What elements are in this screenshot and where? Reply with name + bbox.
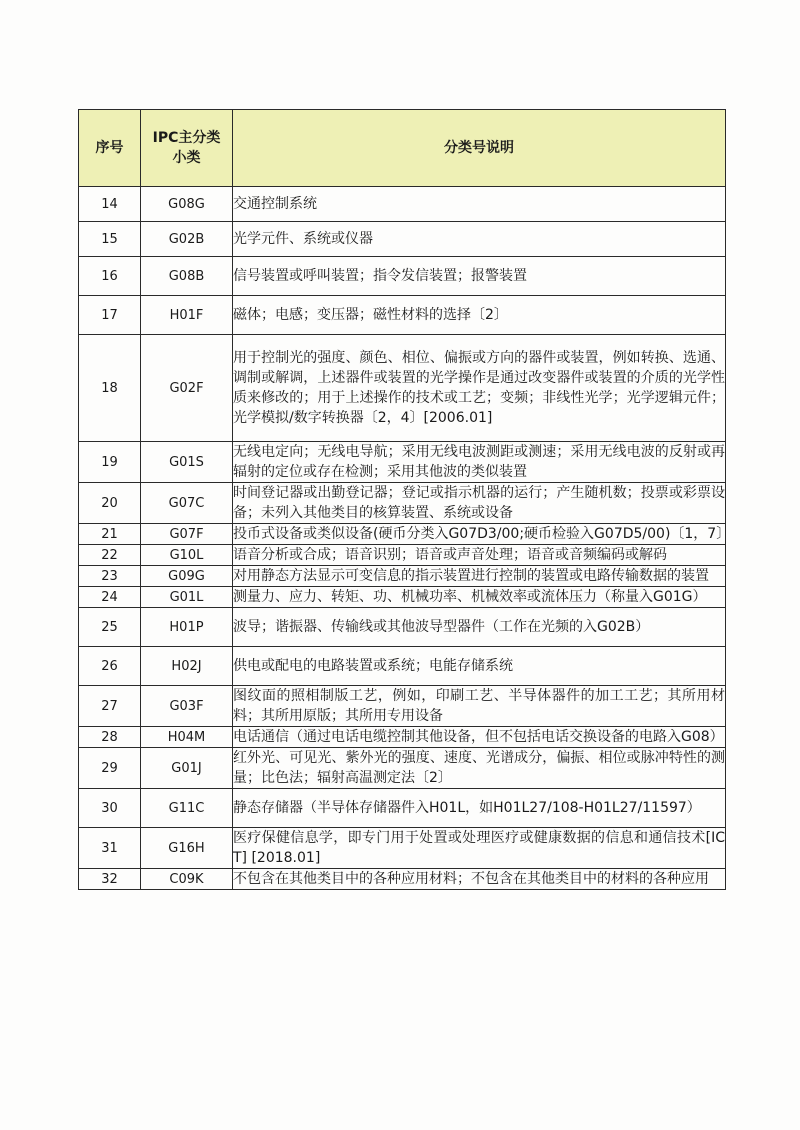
row-description: 无线电定向；无线电导航；采用无线电波测距或测速；采用无线电波的反射或再辐射的定位或存在检测；采用其他波的类似装置 — [233, 442, 726, 483]
header-ipc-subclass-line1: IPC主分类 — [152, 130, 221, 146]
row-number: 19 — [79, 442, 141, 483]
row-description: 医疗保健信息学，即专门用于处置或处理医疗或健康数据的信息和通信技术[ICT] [2018.01] — [233, 828, 726, 869]
row-number: 26 — [79, 647, 141, 686]
table-row — [79, 257, 726, 296]
row-description: 不包含在其他类目中的各种应用材料；不包含在其他类目中的材料的各种应用 — [233, 869, 726, 890]
row-number: 23 — [79, 566, 141, 587]
row-ipc-code: G07C — [141, 483, 233, 524]
row-ipc-code: G01J — [141, 748, 233, 789]
row-description: 用于控制光的强度、颜色、相位、偏振或方向的器件或装置，例如转换、选通、调制或解调，上述器件或装置的光学操作是通过改变器件或装置的介质的光学性质来修改的；用于上述操作的技术或工艺；变频；非线性光学；光学逻辑元件；光学模拟/数字转换器〔2，4〕[2006.01] — [233, 335, 726, 442]
table-row — [79, 789, 726, 828]
row-number: 32 — [79, 869, 141, 890]
row-ipc-code: G02B — [141, 222, 233, 257]
table-row — [79, 587, 726, 608]
row-description: 信号装置或呼叫装置；指令发信装置；报警装置 — [233, 257, 726, 296]
row-ipc-code: G03F — [141, 686, 233, 727]
row-description: 交通控制系统 — [233, 187, 726, 222]
table-row — [79, 524, 726, 545]
row-description: 静态存储器（半导体存储器件入H01L，如H01L27/108-H01L27/11597） — [233, 789, 726, 828]
row-number: 25 — [79, 608, 141, 647]
row-number: 27 — [79, 686, 141, 727]
row-ipc-code: H01P — [141, 608, 233, 647]
row-description: 红外光、可见光、紫外光的强度、速度、光谱成分，偏振、相位或脉冲特性的测量；比色法；辐射高温测定法〔2〕 — [233, 748, 726, 789]
row-ipc-code: G02F — [141, 335, 233, 442]
ipc-classification-table — [78, 109, 731, 890]
table-header-row — [79, 110, 726, 187]
row-ipc-code: G01L — [141, 587, 233, 608]
row-number: 21 — [79, 524, 141, 545]
row-number: 16 — [79, 257, 141, 296]
row-ipc-code: H01F — [141, 296, 233, 335]
row-ipc-code: G11C — [141, 789, 233, 828]
table-row — [79, 483, 726, 524]
row-ipc-code: G08B — [141, 257, 233, 296]
row-description: 波导；谐振器、传输线或其他波导型器件（工作在光频的入G02B） — [233, 608, 726, 647]
table-row — [79, 869, 726, 890]
header-ipc-subclass-line2: 小类 — [172, 150, 201, 166]
table-row — [79, 545, 726, 566]
row-ipc-code: G01S — [141, 442, 233, 483]
table-row — [79, 828, 726, 869]
table-row — [79, 296, 726, 335]
table-row — [79, 647, 726, 686]
row-number: 22 — [79, 545, 141, 566]
row-number: 14 — [79, 187, 141, 222]
table-row — [79, 222, 726, 257]
table-row — [79, 686, 726, 727]
row-number: 17 — [79, 296, 141, 335]
row-description: 投币式设备或类似设备(硬币分类入G07D3/00;硬币检验入G07D5/00)〔1，7〕 — [233, 524, 726, 545]
row-description: 磁体；电感；变压器；磁性材料的选择〔2〕 — [233, 296, 726, 335]
row-ipc-code: C09K — [141, 869, 233, 890]
row-description: 电话通信（通过电话电缆控制其他设备，但不包括电话交换设备的电路入G08） — [233, 727, 726, 748]
row-ipc-code: H04M — [141, 727, 233, 748]
row-number: 30 — [79, 789, 141, 828]
row-number: 24 — [79, 587, 141, 608]
header-serial-number: 序号 — [79, 110, 141, 187]
row-ipc-code: G07F — [141, 524, 233, 545]
row-description: 对用静态方法显示可变信息的指示装置进行控制的装置或电路传输数据的装置 — [233, 566, 726, 587]
table-row — [79, 187, 726, 222]
row-description: 测量力、应力、转矩、功、机械功率、机械效率或流体压力（称量入G01G） — [233, 587, 726, 608]
row-number: 31 — [79, 828, 141, 869]
row-description: 光学元件、系统或仪器 — [233, 222, 726, 257]
table-row — [79, 442, 726, 483]
row-number: 20 — [79, 483, 141, 524]
row-number: 28 — [79, 727, 141, 748]
row-ipc-code: G09G — [141, 566, 233, 587]
row-ipc-code: G10L — [141, 545, 233, 566]
header-ipc-subclass — [141, 110, 233, 187]
row-ipc-code: G08G — [141, 187, 233, 222]
table-row — [79, 748, 726, 789]
table-row — [79, 608, 726, 647]
row-description: 图纹面的照相制版工艺，例如，印刷工艺、半导体器件的加工工艺；其所用材料；其所用原版；其所用专用设备 — [233, 686, 726, 727]
table-row — [79, 335, 726, 442]
table-row — [79, 566, 726, 587]
row-ipc-code: G16H — [141, 828, 233, 869]
row-number: 15 — [79, 222, 141, 257]
row-number: 29 — [79, 748, 141, 789]
header-description: 分类号说明 — [233, 110, 726, 187]
row-ipc-code: H02J — [141, 647, 233, 686]
row-description: 供电或配电的电路装置或系统；电能存储系统 — [233, 647, 726, 686]
row-description: 语音分析或合成；语音识别；语音或声音处理；语音或音频编码或解码 — [233, 545, 726, 566]
row-number: 18 — [79, 335, 141, 442]
row-description: 时间登记器或出勤登记器；登记或指示机器的运行；产生随机数；投票或彩票设备；未列入其他类目的核算装置、系统或设备 — [233, 483, 726, 524]
table-row — [79, 727, 726, 748]
